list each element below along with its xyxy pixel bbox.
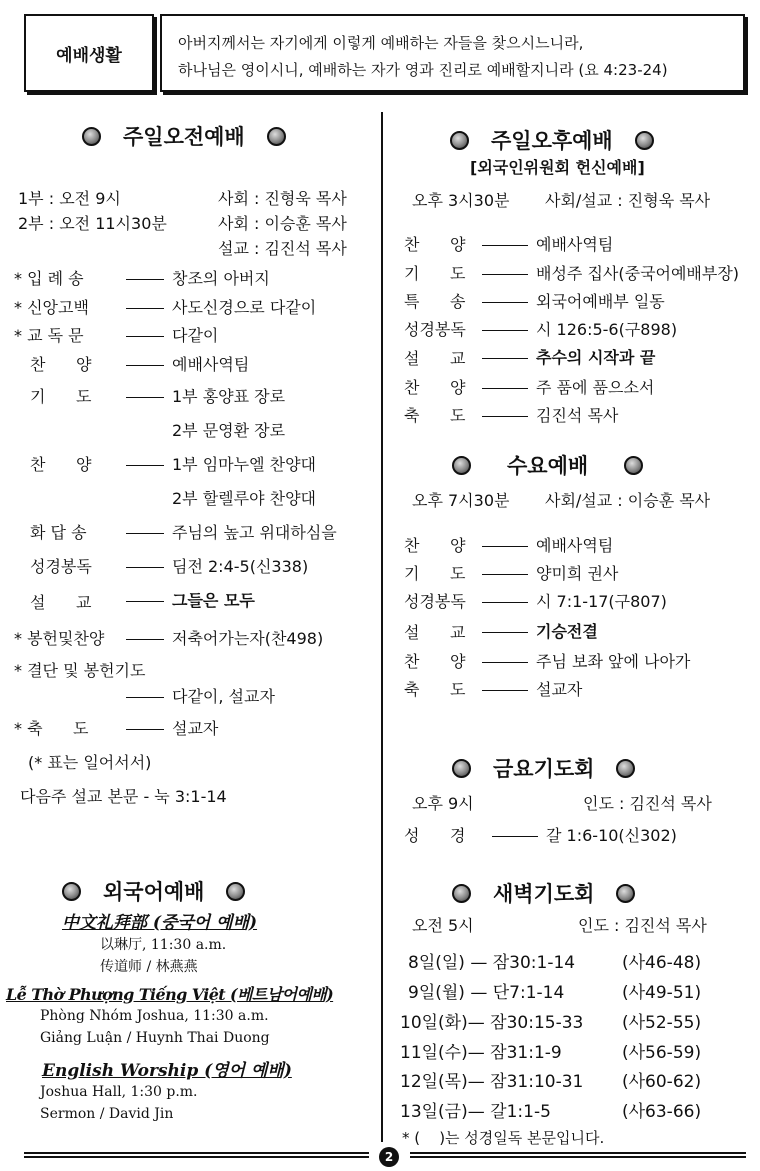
page-number: 2 [379,1147,399,1167]
list-item: 찬 양 [404,536,466,555]
list-item: 설 교 [30,593,92,612]
table-row: 11일(수)— 잠31:1-9 [400,1043,562,1063]
vietnamese-line-1: Phòng Nhóm Joshua, 11:30 a.m. [40,1008,269,1024]
bullet-circle-icon [624,456,643,475]
dawn-time: 오전 5시 [412,916,474,935]
chinese-worship-title: 中文礼拜部 (중국어 예배) [62,913,258,933]
header-label: 예배생활 [56,45,122,66]
chinese-line-2: 传道师 / 林燕燕 [100,959,198,975]
list-item: 다같이, 설교자 [118,684,275,707]
list-item: 설 교 [404,623,466,642]
sm-row2-left: 2부 : 오전 11시30분 [18,214,167,233]
list-item: 기 도 [30,387,92,406]
list-item: 축 도 [404,680,466,699]
sa-host: 사회/설교 : 진형욱 목사 [545,191,711,210]
list-item: 2부 문영환 장로 [172,421,286,440]
list-item: 2부 할렐루야 찬양대 [172,489,316,508]
bullet-circle-icon [62,882,81,901]
table-row: 9일(월) — 단7:1-14 [408,983,565,1003]
dawn-heading [452,878,635,908]
list-item: * 입 례 송 [14,269,84,288]
wednesday-title: 수요예배 [507,454,589,478]
bullet-circle-icon [616,884,635,903]
list-item: 성경봉독 [404,320,466,339]
list-item: 특 송 [404,292,466,311]
foreign-heading [62,876,245,906]
list-item: * 교 독 문 [14,326,84,345]
list-item: * 봉헌및찬양 [14,629,105,648]
list-item: 화 답 송 [30,523,87,542]
footer-rule-left [24,1152,369,1158]
sm-row2-right: 사회 : 이승훈 목사 [218,214,347,233]
friday-heading [452,753,635,783]
list-item: 찬 양 [404,652,466,671]
table-row: 10일(화)— 잠30:15-33 [400,1013,584,1033]
footer-rule-right [410,1152,746,1158]
wed-host: 사회/설교 : 이승훈 목사 [545,491,711,510]
english-worship-title: English Worship (영어 예배) [42,1061,292,1081]
dawn-leader: 인도 : 김진석 목사 [578,916,707,935]
list-item: 설 교 [404,349,466,368]
dawn-note: * ( )는 성경일독 본문입니다. [402,1129,605,1147]
chinese-line-1: 以琳厅, 11:30 a.m. [100,937,227,953]
sm-row1-left: 1부 : 오전 9시 [18,189,121,208]
friday-scripture-label: 성 경 [404,826,466,845]
list-item: 찬 양 [30,355,92,374]
sunday-afternoon-subtitle: [외국인위원회 헌신예배] [470,158,645,177]
bullet-circle-icon [82,127,101,146]
bullet-circle-icon [635,131,654,150]
list-item: * 축 도 [14,719,89,738]
bullet-circle-icon [267,127,286,146]
table-row: 8일(일) — 잠30:1-14 [408,953,576,973]
friday-time: 오후 9시 [412,794,474,813]
sunday-afternoon-title: 주일오후예배 [491,129,613,153]
sunday-morning-title: 주일오전예배 [123,125,245,149]
header-verse-box [160,14,745,92]
header-label-box [24,14,154,92]
vietnamese-worship-title: Lễ Thờ Phượng Tiếng Việt (베트남어예배) [6,985,334,1004]
next-sermon: 다음주 설교 본문 - 눅 3:1-14 [20,787,227,806]
bullet-circle-icon [452,884,471,903]
list-item: * 신앙고백 [14,298,89,317]
wednesday-sermon-title: 기승전결 [536,622,598,641]
english-line-2: Sermon / David Jin [40,1106,174,1122]
list-item: 찬 양 [404,378,466,397]
list-item: 기 도 [404,564,466,583]
list-item: 성경봉독 [404,592,466,611]
table-row: 12일(목)— 잠31:10-31 [400,1072,584,1092]
wednesday-heading [452,450,643,480]
standing-note: (* 표는 일어서서) [28,753,152,772]
list-item: 찬 양 [404,235,466,254]
sm-row3-right: 설교 : 김진석 목사 [218,239,347,258]
verse-line-1: 아버지께서는 자기에게 이렇게 예배하는 자들을 찾으시느니라, [178,34,584,52]
english-line-1: Joshua Hall, 1:30 p.m. [40,1084,198,1100]
sm-row1-right: 사회 : 진형욱 목사 [218,189,347,208]
verse-line-2: 하나님은 영이시니, 예배하는 자가 영과 진리로 예배할지니라 (요 4:23-24) [178,61,668,79]
vietnamese-line-2: Giảng Luận / Huynh Thai Duong [40,1030,270,1046]
friday-scripture: 갈 1:6-10(신302) [484,823,677,846]
bullet-circle-icon [452,759,471,778]
list-item: * 결단 및 봉헌기도 [14,661,146,680]
friday-title: 금요기도회 [493,757,595,781]
list-item: 기 도 [404,264,466,283]
sa-time: 오후 3시30분 [412,191,510,210]
list-item: 찬 양 [30,455,92,474]
friday-leader: 인도 : 김진석 목사 [583,794,712,813]
afternoon-sermon-title: 추수의 시작과 끝 [536,348,656,367]
dawn-title: 새벽기도회 [493,882,595,906]
wed-time: 오후 7시30분 [412,491,510,510]
table-row: 13일(금)— 갈1:1-5 [400,1102,551,1122]
sunday-sermon-title: 그들은 모두 [172,591,255,610]
column-divider [381,112,383,1142]
bullet-circle-icon [616,759,635,778]
bullet-circle-icon [450,131,469,150]
bullet-circle-icon [452,456,471,475]
foreign-title: 외국어예배 [103,880,205,904]
sunday-afternoon-heading [450,125,654,155]
list-item: 성경봉독 [30,557,92,576]
bullet-circle-icon [226,882,245,901]
sunday-morning-heading [82,121,286,151]
list-item: 축 도 [404,406,466,425]
